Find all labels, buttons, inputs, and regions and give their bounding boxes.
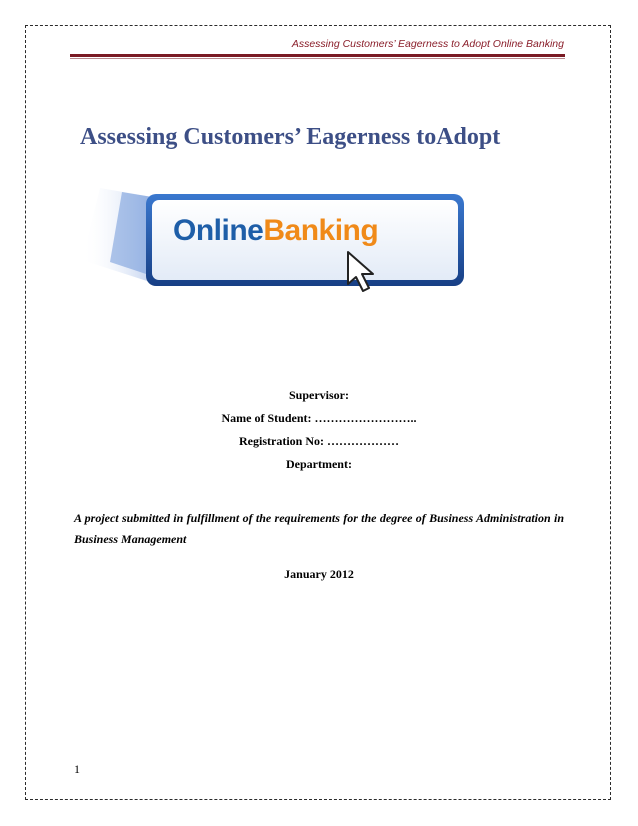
- logo-word-online: Online: [173, 214, 264, 247]
- registration-label: Registration No: ………………: [239, 434, 399, 448]
- header-rule-thin: [70, 58, 565, 59]
- document-title: Assessing Customers’ Eagerness toAdopt: [80, 124, 501, 150]
- logo-wordmark: [173, 214, 378, 248]
- logo-word-banking: Banking: [263, 214, 379, 247]
- submission-date: January 2012: [284, 567, 354, 581]
- student-name-label: Name of Student: ……………………..: [221, 411, 417, 425]
- running-header: Assessing Customers’ Eagerness to Adopt Online Banking: [291, 38, 564, 50]
- department-label: Department:: [286, 457, 352, 471]
- header-rule: [70, 54, 565, 57]
- supervisor-label: Supervisor:: [289, 388, 349, 402]
- online-banking-logo: [80, 180, 480, 300]
- page-number: 1: [74, 762, 80, 776]
- submission-statement: A project submitted in fulfillment of the requirements for the degree of Business Administration in Business Management: [74, 511, 564, 546]
